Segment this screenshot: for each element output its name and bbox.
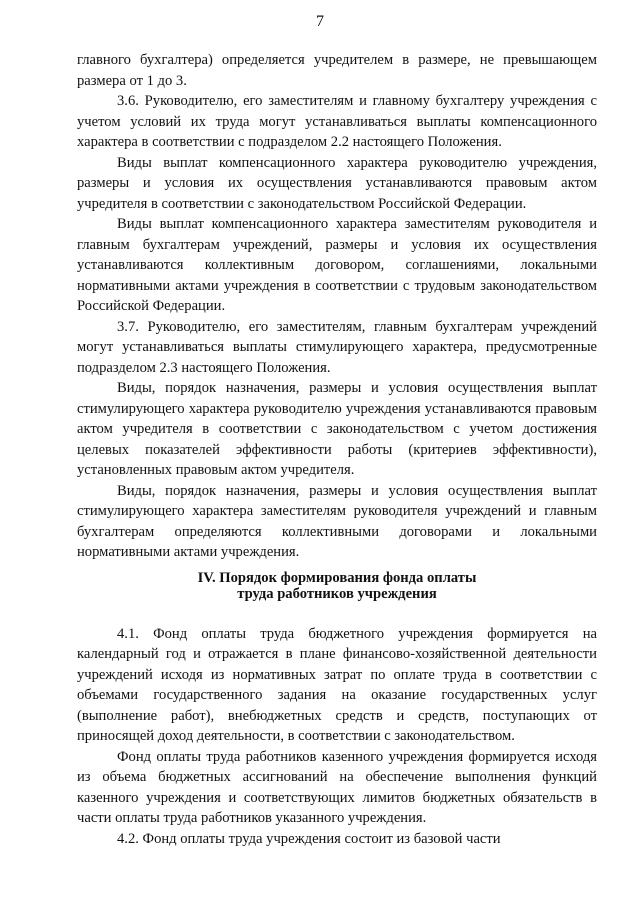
paragraph-incentive-deputies: Виды, порядок назначения, размеры и условия осуществления выплат стимулирующего характера заместителям руководителя учреждений и главным бухгалтерам определяются коллективными договорами и локальными нормативными актами учреждения. <box>77 482 597 560</box>
paragraph-4-2: 4.2. Фонд оплаты труда учреждения состоит из базовой части <box>117 830 501 847</box>
section-heading-line-2: труда работников учреждения <box>237 585 437 602</box>
section-heading <box>77 570 597 602</box>
paragraph-3-6: 3.6. Руководителю, его заместителям и главному бухгалтеру учреждения с учетом условий их труда могут устанавливаться выплаты компенсационного характера в соответствии с подразделом 2.2 настоящего Положения. <box>77 93 597 150</box>
section-heading-line-1: IV. Порядок формирования фонда оплаты <box>197 569 477 586</box>
paragraph-3-7: 3.7. Руководителю, его заместителям, главным бухгалтерам учреждений могут устанавливаться выплаты стимулирующего характера, предусмотренные подразделом 2.3 настоящего Положения. <box>77 318 597 376</box>
paragraph-4-1: 4.1. Фонд оплаты труда бюджетного учреждения формируется на календарный год и отражается в плане финансово-хозяйственной деятельности учреждений исходя из нормативных затрат по оплате труда в соответствии с объемами государственного задания на оказание государственных услуг (выполнение работ), внебюджетных средств и средств, поступающих от приносящей доход деятельности, в соответствии с законодательством. <box>77 625 597 744</box>
paragraph-treasury-fund: Фонд оплаты труда работников казенного учреждения формируется исходя из объема бюджетных ассигнований на обеспечение выполнения функций казенного учреждения и соответствующих лимитов бюджетных обязательств в части оплаты труда работников указанного учреждения. <box>77 748 597 826</box>
page-number: 7 <box>316 13 324 30</box>
paragraph-compensation-deputies: Виды выплат компенсационного характера заместителям руководителя и главным бухгалтерам учреждений, размеры и условия их осуществления устанавливаются коллективным договором, соглашениями, локальными нормативными актами учреждения в соответствии с трудовым законодательством Российской Федерации. <box>77 216 597 314</box>
document-body <box>77 50 597 849</box>
paragraph-incentive-head: Виды, порядок назначения, размеры и условия осуществления выплат стимулирующего характера руководителю учреждения устанавливаются правовым актом учредителя в соответствии с законодательством с учетом достижения целевых показателей эффективности работы (критериев эффективности), установленных правовым актом учредителя. <box>77 380 597 478</box>
paragraph-compensation-head: Виды выплат компенсационного характера руководителю учреждения, размеры и условия их осуществления устанавливаются правовым актом учредителя в соответствии с законодательством Российской Федерации. <box>77 154 597 212</box>
paragraph-continuation: главного бухгалтера) определяется учредителем в размере, не превышающем размера от 1 до 3. <box>77 52 597 89</box>
